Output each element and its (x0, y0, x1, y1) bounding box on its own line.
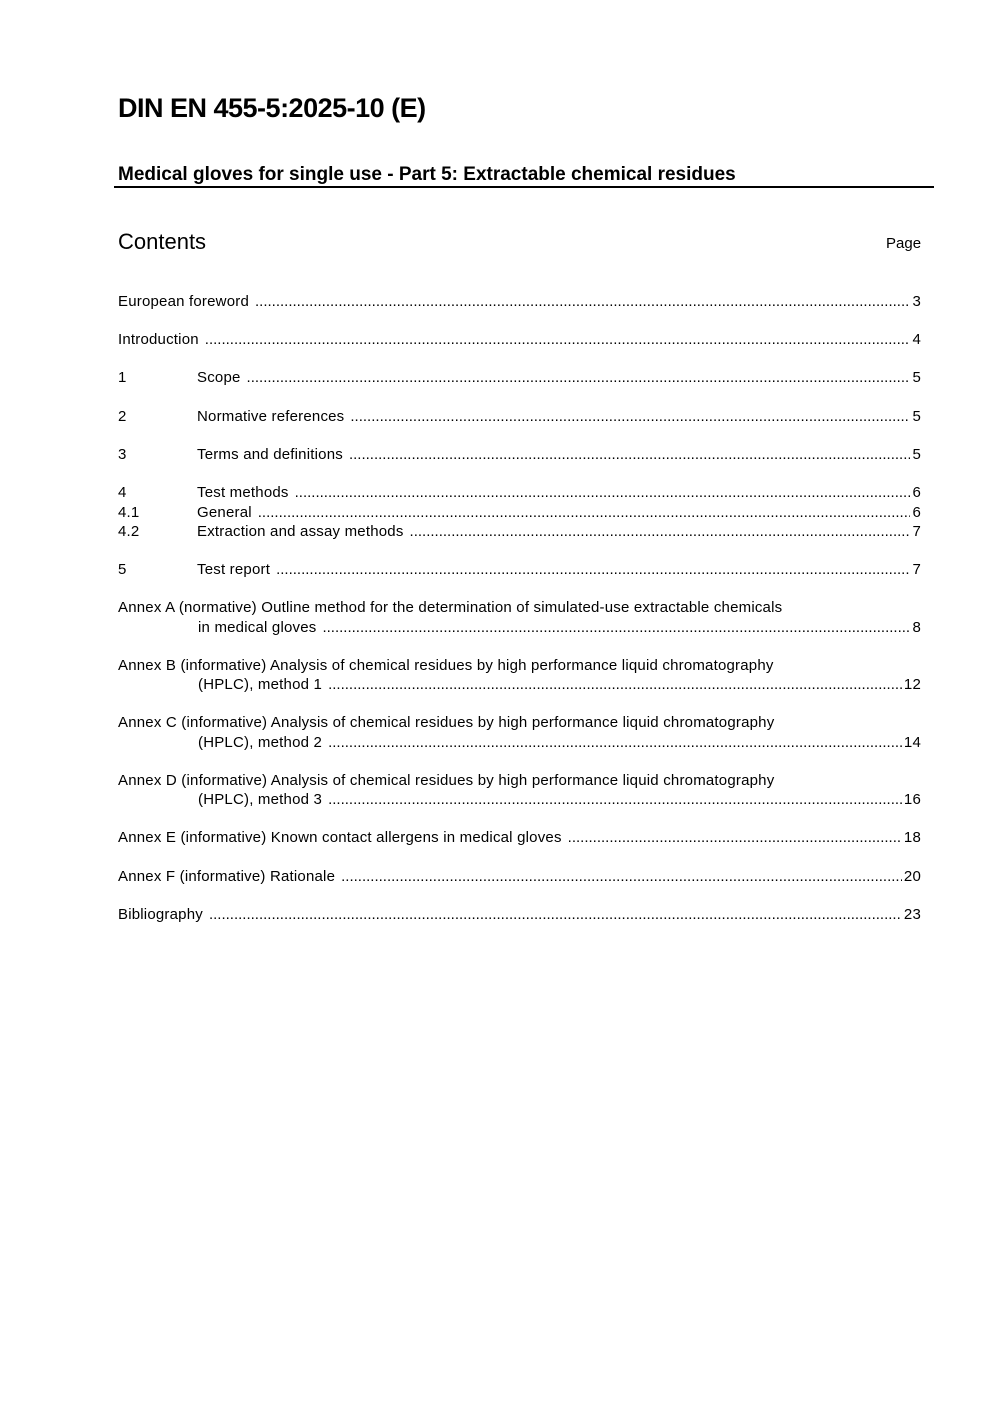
toc-entry-text: (HPLC), method 2 (198, 734, 323, 751)
toc-entry-annex-a-line1[interactable]: Annex A (normative) Outline method for the determination of simulated-use extractable chemicals (118, 599, 783, 616)
toc-leader-dots (209, 905, 902, 925)
toc-entry-page: 23 (903, 906, 921, 923)
toc-leader-dots (349, 445, 911, 465)
toc-entry-page: 20 (903, 868, 921, 885)
toc-entry-number: 5 (118, 561, 127, 578)
toc-entry-general[interactable] (118, 503, 921, 523)
toc-entry-page: 18 (903, 829, 921, 846)
toc-entry-page: 8 (912, 619, 921, 636)
toc-entry-page: 7 (912, 523, 921, 540)
toc-entry-number: 2 (118, 408, 127, 425)
toc-entry-text: (HPLC), method 1 (198, 676, 323, 693)
toc-entry-page: 6 (912, 504, 921, 521)
toc-entry-annex-b[interactable] (118, 675, 921, 695)
toc-entry-test-methods[interactable] (118, 483, 921, 503)
toc-entry-text: Introduction (118, 331, 199, 348)
toc-entry-page: 6 (912, 484, 921, 501)
toc-entry-page: 12 (903, 676, 921, 693)
toc-entry-number: 1 (118, 369, 127, 386)
toc-entry-text: Annex E (informative) Known contact allergens in medical gloves (118, 829, 562, 846)
toc-entry-text: Test report (197, 561, 271, 578)
toc-entry-page: 5 (912, 408, 921, 425)
toc-entry-text: European foreword (118, 293, 249, 310)
toc-entry-text: Scope (197, 369, 241, 386)
document-title: Medical gloves for single use - Part 5: Extractable chemical residues (118, 164, 736, 185)
toc-leader-dots (247, 368, 911, 388)
toc-entry-text: Test methods (197, 484, 289, 501)
title-rule (114, 186, 934, 188)
toc-entry-number: 4.2 (118, 523, 140, 540)
toc-entry-page: 5 (912, 446, 921, 463)
toc-entry-page: 3 (912, 293, 921, 310)
toc-leader-dots (295, 483, 911, 503)
toc-entry-text: Extraction and assay methods (197, 523, 404, 540)
toc-leader-dots (258, 503, 911, 523)
toc-entry-number: 4 (118, 484, 127, 501)
toc-entry-text: Bibliography (118, 906, 203, 923)
toc-leader-dots (568, 828, 902, 848)
page-column-heading: Page (886, 235, 922, 252)
toc-entry-text: Normative references (197, 408, 345, 425)
toc-leader-dots (205, 330, 911, 350)
toc-entry-annex-f[interactable] (118, 867, 921, 887)
toc-leader-dots (410, 522, 911, 542)
toc-entry-annex-d[interactable] (118, 790, 921, 810)
toc-entry-terms-and-definitions[interactable] (118, 445, 921, 465)
toc-entry-european-foreword[interactable] (118, 292, 921, 312)
toc-entry-text: Annex F (informative) Rationale (118, 868, 336, 885)
toc-entry-text: in medical gloves (198, 619, 317, 636)
toc-entry-number: 3 (118, 446, 127, 463)
toc-entry-page: 7 (912, 561, 921, 578)
toc-entry-annex-a[interactable] (118, 618, 921, 638)
toc-entry-introduction[interactable] (118, 330, 921, 350)
toc-leader-dots (341, 867, 902, 887)
toc-leader-dots (328, 790, 902, 810)
toc-entry-text: (HPLC), method 3 (198, 791, 323, 808)
document-id: DIN EN 455-5:2025-10 (E) (118, 93, 426, 123)
toc-entry-annex-b-line1[interactable]: Annex B (informative) Analysis of chemical residues by high performance liquid chromatography (118, 657, 774, 674)
toc-entry-text: Terms and definitions (197, 446, 343, 463)
toc-leader-dots (322, 618, 910, 638)
toc-entry-annex-e[interactable] (118, 828, 921, 848)
toc-entry-extraction-and-assay-methods[interactable] (118, 522, 921, 542)
toc-leader-dots (328, 675, 902, 695)
toc-entry-page: 16 (903, 791, 921, 808)
toc-entry-annex-c-line1[interactable]: Annex C (informative) Analysis of chemical residues by high performance liquid chromatography (118, 714, 775, 731)
toc-entry-test-report[interactable] (118, 560, 921, 580)
toc-leader-dots (328, 733, 902, 753)
toc-entry-scope[interactable] (118, 368, 921, 388)
toc-entry-bibliography[interactable] (118, 905, 921, 925)
toc-entry-text: General (197, 504, 252, 521)
contents-heading: Contents (118, 229, 207, 254)
toc-leader-dots (276, 560, 910, 580)
toc-entry-page: 14 (903, 734, 921, 751)
toc-leader-dots (350, 407, 910, 427)
toc-entry-page: 5 (912, 369, 921, 386)
toc-entry-number: 4.1 (118, 504, 140, 521)
toc-entry-annex-d-line1[interactable]: Annex D (informative) Analysis of chemical residues by high performance liquid chromatography (118, 772, 775, 789)
toc-leader-dots (255, 292, 910, 312)
toc-entry-annex-c[interactable] (118, 733, 921, 753)
toc-entry-normative-references[interactable] (118, 407, 921, 427)
toc-entry-page: 4 (912, 331, 921, 348)
